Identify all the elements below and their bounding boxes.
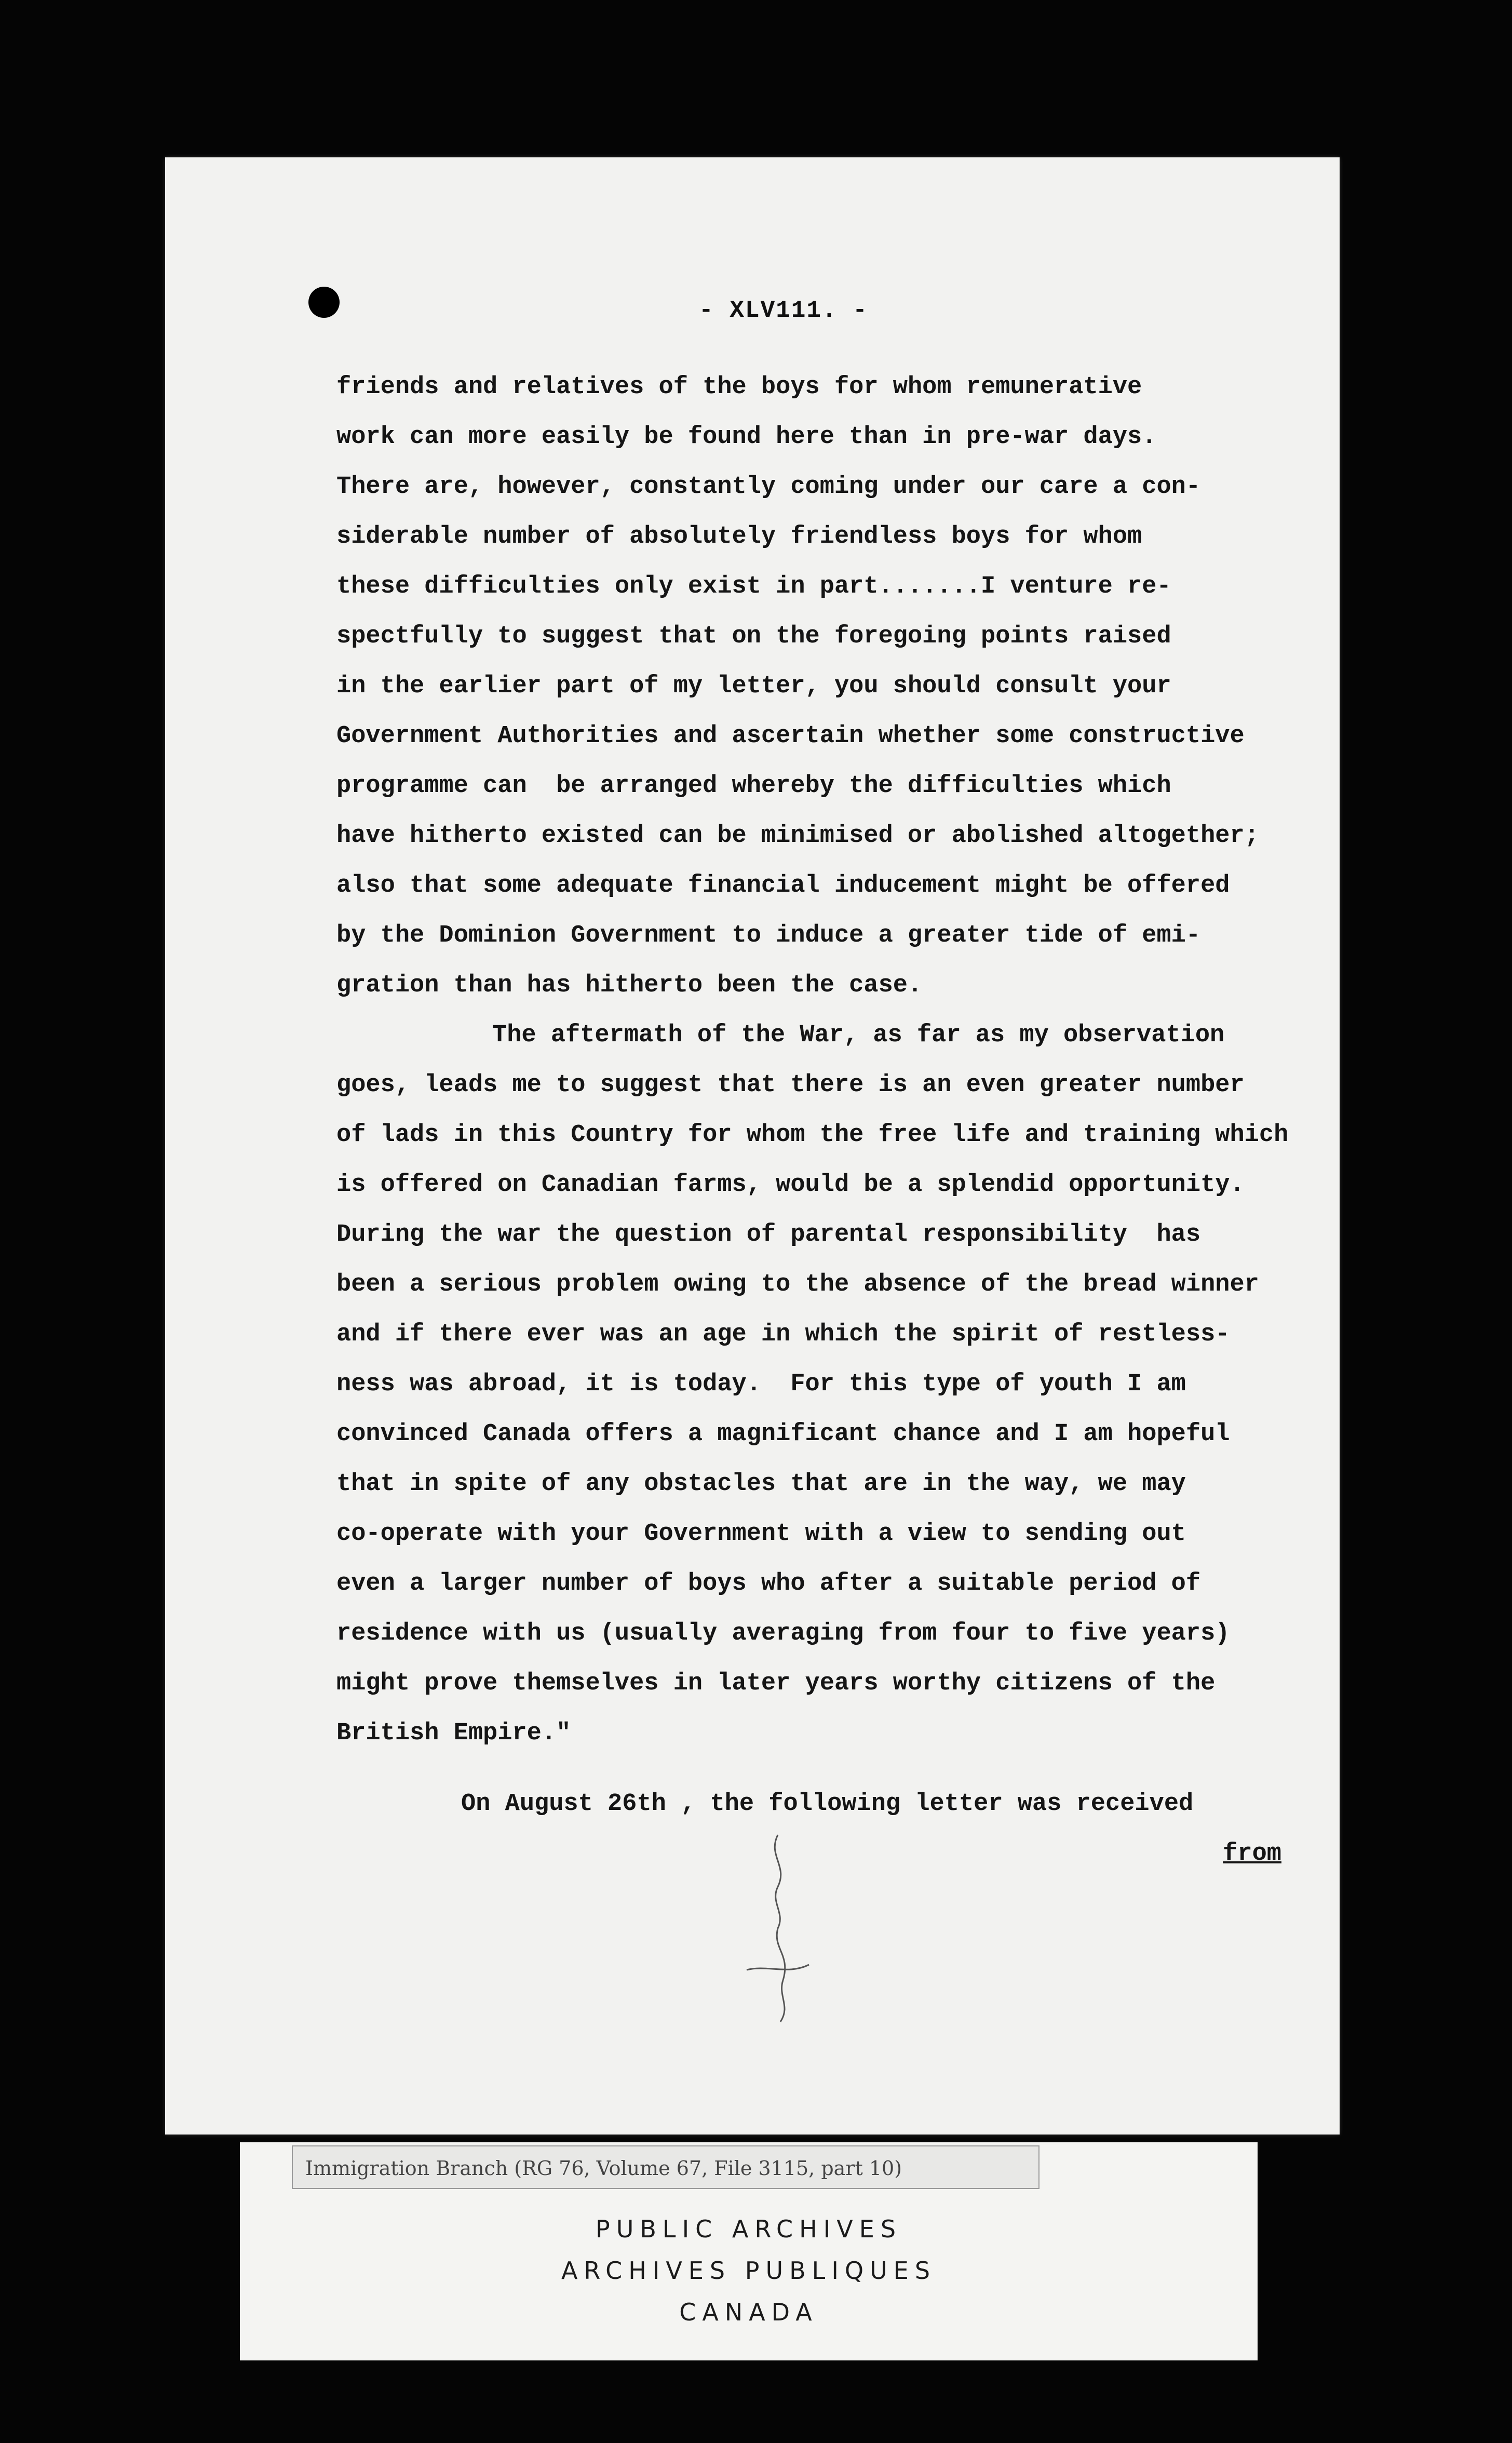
pencil-scribble <box>700 1824 856 2032</box>
archive-stamp-line-2: ARCHIVES PUBLIQUES <box>561 2257 937 2285</box>
body-line-14: The aftermath of the War, as far as my observation <box>492 1022 1225 1049</box>
body-line-21: ness was abroad, it is today. For this type of youth I am <box>336 1371 1186 1398</box>
body-line-22: convinced Canada offers a magnificant chance and I am hopeful <box>336 1420 1230 1448</box>
archive-reference: Immigration Branch (RG 76, Volume 67, File 3115, part 10) <box>292 2145 1040 2189</box>
body-line-18: During the war the question of parental responsibility has <box>336 1221 1201 1249</box>
body-line-2: work can more easily be found here than in pre-war days. <box>336 423 1157 451</box>
body-line-8: Government Authorities and ascertain whether some constructive <box>336 722 1245 750</box>
body-line-16: of lads in this Country for whom the free life and training which <box>336 1121 1289 1149</box>
body-line-17: is offered on Canadian farms, would be a splendid opportunity. <box>336 1171 1245 1199</box>
body-line-11: also that some adequate financial inducement might be offered <box>336 872 1230 900</box>
letter-body <box>336 363 1313 1879</box>
body-line-3: There are, however, constantly coming under our care a con- <box>336 473 1201 501</box>
body-line-7: in the earlier part of my letter, you should consult your <box>336 673 1171 700</box>
body-line-23: that in spite of any obstacles that are in the way, we may <box>336 1470 1186 1498</box>
catchword-from: from <box>1223 1840 1281 1868</box>
body-line-13: gration than has hitherto been the case. <box>336 972 923 999</box>
body-line-10: have hitherto existed can be minimised or abolished altogether; <box>336 822 1259 850</box>
body-line-4: siderable number of absolutely friendless boys for whom <box>336 523 1142 551</box>
body-line-28: British Empire." <box>336 1720 571 1747</box>
archive-stamp-line-3: CANADA <box>679 2298 818 2326</box>
body-line-27: might prove themselves in later years worthy citizens of the <box>336 1670 1216 1697</box>
body-line-29: On August 26th , the following letter was received <box>461 1790 1194 1818</box>
body-line-15: goes, leads me to suggest that there is an even greater number <box>336 1071 1245 1099</box>
body-line-5: these difficulties only exist in part.......I venture re- <box>336 573 1171 600</box>
body-line-24: co-operate with your Government with a view to sending out <box>336 1520 1186 1548</box>
body-line-6: spectfully to suggest that on the foregoing points raised <box>336 623 1171 650</box>
body-line-19: been a serious problem owing to the absence of the bread winner <box>336 1271 1259 1298</box>
page-number: - XLV111. - <box>699 297 868 324</box>
archive-stamp-line-1: PUBLIC ARCHIVES <box>595 2215 902 2243</box>
body-line-20: and if there ever was an age in which the spirit of restless- <box>336 1321 1230 1348</box>
typed-page <box>165 157 1340 2135</box>
body-line-9: programme can be arranged whereby the difficulties which <box>336 772 1171 800</box>
body-line-26: residence with us (usually averaging from four to five years) <box>336 1620 1230 1647</box>
body-line-12: by the Dominion Government to induce a greater tide of emi- <box>336 922 1201 949</box>
archive-label-card <box>240 2142 1258 2360</box>
body-line-25: even a larger number of boys who after a suitable period of <box>336 1570 1201 1598</box>
body-line-1: friends and relatives of the boys for whom remunerative <box>336 373 1142 401</box>
